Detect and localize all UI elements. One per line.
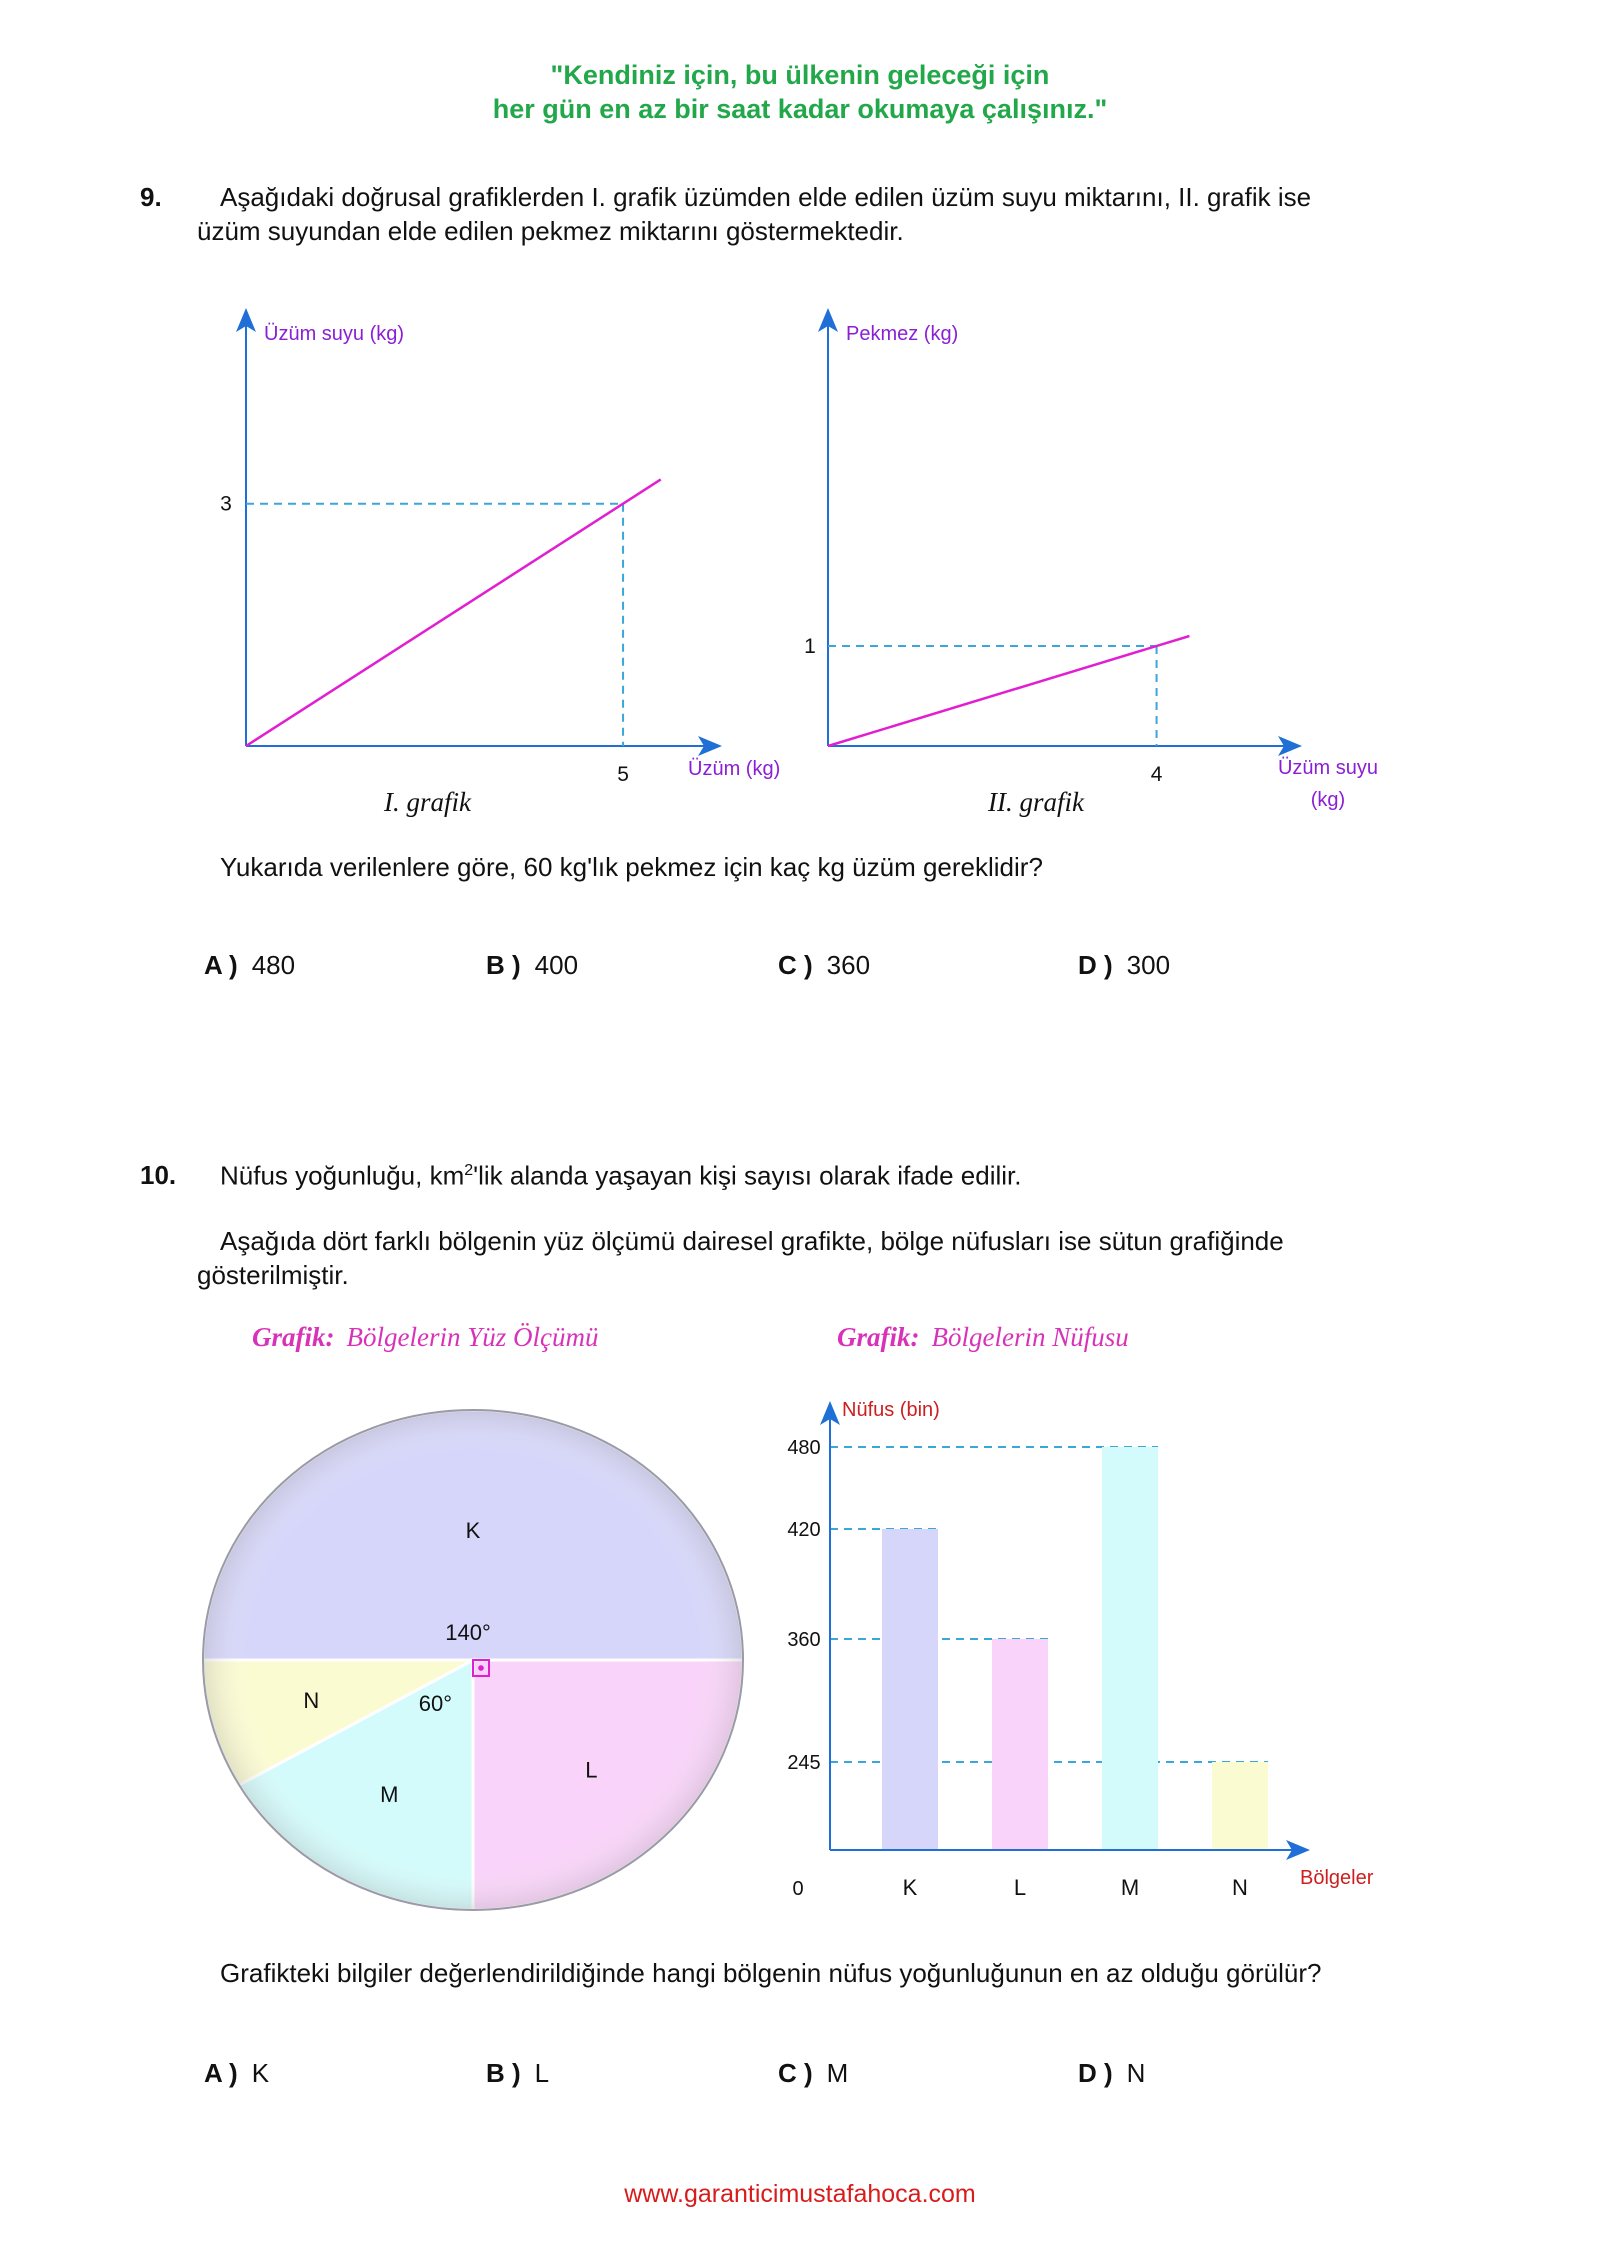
chart-2-y-tick: 1 (804, 635, 816, 658)
option-value: 360 (826, 950, 871, 980)
question-10-option-c[interactable] (778, 2058, 848, 2089)
option-letter: A ) (204, 2058, 238, 2088)
option-letter: D ) (1078, 950, 1113, 980)
question-10-text-line-2: Aşağıda dört farklı bölgenin yüz ölçümü dairesel grafikte, bölge nüfusları ise sütun grafiğinde (220, 1226, 1284, 1256)
option-value: K (251, 2058, 270, 2088)
question-9-text-line-2: üzüm suyundan elde edilen pekmez miktarını göstermektedir. (197, 216, 904, 246)
question-9-option-b[interactable] (486, 950, 578, 981)
bar-m (1102, 1447, 1158, 1850)
chart-2-x-label-line-1: Üzüm suyu (1277, 757, 1379, 779)
chart-1-caption: I. grafik (384, 787, 471, 817)
chart-1 (220, 320, 780, 786)
option-letter: C ) (778, 950, 813, 980)
question-9-option-d[interactable] (1078, 950, 1170, 981)
bar-l (992, 1639, 1048, 1850)
right-angle-dot (478, 1665, 484, 1671)
motto-line-2: her gün en az bir saat kadar okumaya çalışınız." (492, 94, 1108, 124)
bar-y-label: Nüfus (bin) (842, 1399, 940, 1421)
question-9-text-line-1: Aşağıdaki doğrusal grafiklerden I. grafik üzümden elde edilen üzüm suyu miktarını, II. grafik ise (220, 182, 1312, 212)
pie-chart-title-prefix: Grafik: (252, 1322, 335, 1352)
question-10-prompt: Grafikteki bilgiler değerlendirildiğinde hangi bölgenin nüfus yoğunluğunun en az olduğu görülür? (220, 1958, 1322, 1988)
chart-2-x-tick: 4 (1150, 763, 1163, 786)
chart-2 (804, 320, 1378, 811)
angle-label-60: 60° (418, 1691, 452, 1716)
motto-line-1: "Kendiniz için, bu ülkenin geleceği için (550, 60, 1050, 90)
option-value: 400 (534, 950, 579, 980)
bar-y-tick-480: 480 (787, 1437, 821, 1459)
question-9-option-c[interactable] (778, 950, 870, 981)
question-10-text-pre: Nüfus yoğunluğu, km (220, 1160, 465, 1191)
bar-y-tick-420: 420 (787, 1519, 821, 1541)
question-9-option-a[interactable] (204, 950, 295, 981)
bar-chart-title (837, 1322, 1129, 1353)
option-value: L (534, 2058, 550, 2088)
option-value: 300 (1126, 950, 1171, 980)
question-10-option-b[interactable] (486, 2058, 549, 2089)
bar-x-tick-l: L (1013, 1875, 1027, 1900)
question-10-text-post: 'lik alanda yaşayan kişi sayısı olarak ifade edilir. (473, 1160, 1022, 1191)
question-10-text-line-3: gösterilmiştir. (197, 1260, 349, 1290)
footer-website[interactable]: www.garanticimustafahoca.com (624, 2180, 976, 2208)
question-10-text-sup: 2 (464, 1162, 474, 1179)
bar-chart (770, 1385, 1410, 1905)
bar-x-tick-n: N (1232, 1875, 1248, 1900)
angle-label-140: 140° (445, 1620, 491, 1645)
bar-y-ticks (787, 1437, 820, 1774)
chart-2-x-label-line-2: (kg) (1310, 789, 1346, 811)
pie-chart-title-text: Bölgelerin Yüz Ölçümü (346, 1322, 599, 1352)
option-value: M (826, 2058, 849, 2088)
bar-x-tick-k: K (902, 1875, 918, 1900)
option-letter: B ) (486, 950, 521, 980)
question-10-number: 10. (140, 1160, 177, 1190)
question-10-option-d[interactable] (1078, 2058, 1145, 2089)
question-9-prompt: Yukarıda verilenlere göre, 60 kg'lık pekmez için kaç kg üzüm gereklidir? (220, 852, 1043, 882)
bar-k (882, 1529, 938, 1850)
chart-1-series-line (246, 479, 661, 746)
chart-1-x-label: Üzüm (kg) (688, 758, 781, 780)
pie-chart (190, 1395, 760, 1925)
bar-series (882, 1447, 1268, 1850)
chart-1-y-label: Üzüm suyu (kg) (264, 323, 405, 345)
option-letter: A ) (204, 950, 238, 980)
bar-y-tick-245: 245 (787, 1752, 821, 1774)
question-9-line-charts (0, 300, 1600, 840)
question-10-text-line-1 (220, 1154, 1022, 1193)
bar-x-ticks (903, 1875, 1248, 1900)
option-value: N (1126, 2058, 1146, 2088)
option-letter: B ) (486, 2058, 521, 2088)
bar-n (1212, 1762, 1268, 1850)
bar-chart-title-prefix: Grafik: (837, 1322, 920, 1352)
bar-y-tick-360: 360 (787, 1629, 821, 1651)
pie-label-k: K (465, 1518, 481, 1543)
chart-2-y-label: Pekmez (kg) (846, 323, 959, 345)
bar-x-label: Bölgeler (1300, 1867, 1374, 1889)
chart-2-caption: II. grafik (988, 787, 1084, 817)
option-letter: C ) (778, 2058, 813, 2088)
bar-x-tick-m: M (1120, 1875, 1140, 1900)
pie-label-m: M (380, 1782, 399, 1808)
bar-chart-title-text: Bölgelerin Nüfusu (931, 1322, 1129, 1352)
chart-1-x-tick: 5 (617, 763, 629, 786)
pie-label-l: L (585, 1757, 598, 1783)
bar-y-tick-0: 0 (792, 1878, 804, 1900)
chart-2-series-line (828, 636, 1189, 746)
question-9-number: 9. (140, 182, 162, 212)
chart-1-y-tick: 3 (220, 492, 232, 516)
pie-chart-title (252, 1322, 598, 1353)
question-10-option-a[interactable] (204, 2058, 269, 2089)
option-letter: D ) (1078, 2058, 1113, 2088)
option-value: 480 (251, 950, 296, 980)
pie-label-n: N (303, 1688, 320, 1714)
